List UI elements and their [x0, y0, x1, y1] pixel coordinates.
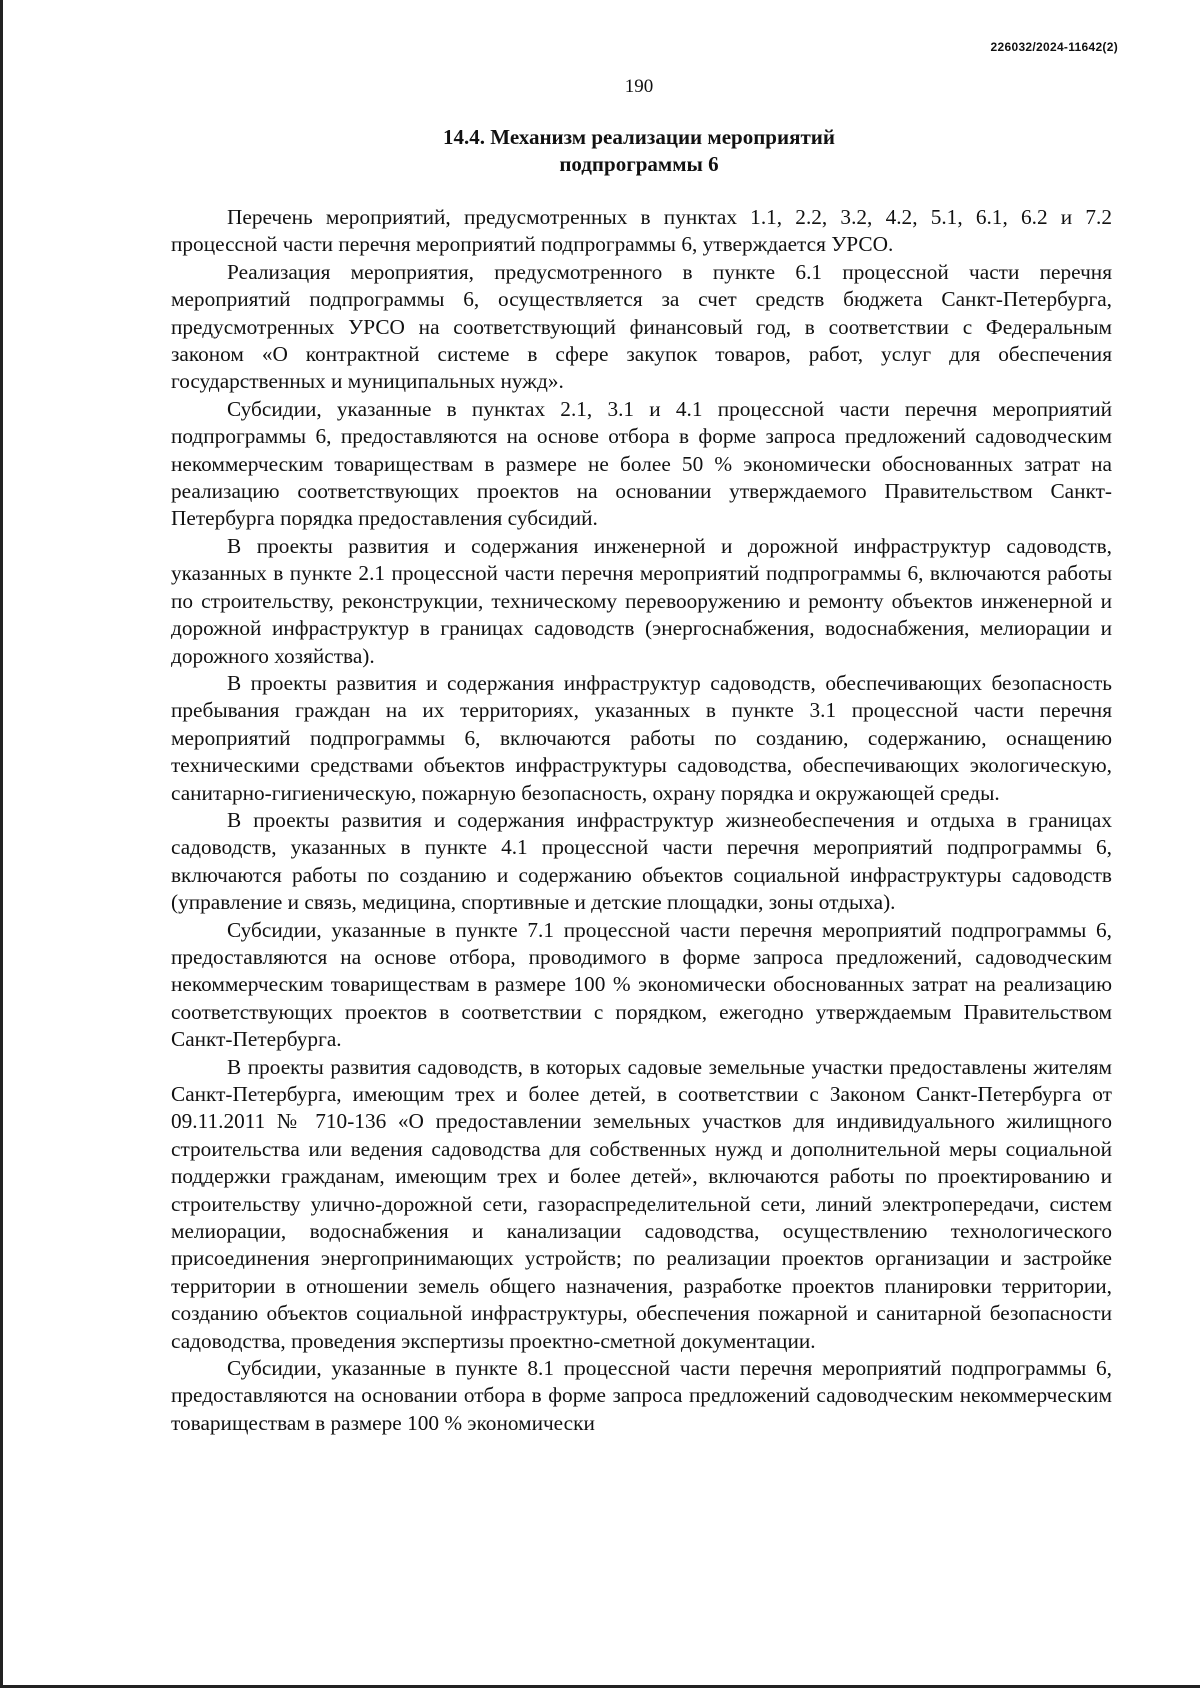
- paragraph: Перечень мероприятий, предусмотренных в пунктах 1.1, 2.2, 3.2, 4.2, 5.1, 6.1, 6.2 и 7.2 процессной части перечня мероприятий подпрограммы 6, утверждается УРСО.: [171, 205, 1112, 257]
- paragraph: В проекты развития и содержания инженерной и дорожной инфраструктур садоводств, указанных в пункте 2.1 процессной части перечня мероприятий подпрограммы 6, включаются работы по строительству, реконструкции, техническому перевооружению и ремонту объектов инженерной и дорожной инфраструктур в границах садоводств (энергоснабжения, водоснабжения, мелиорации и дорожного хозяйства).: [171, 533, 1112, 668]
- document-body: [171, 204, 1112, 1437]
- section-heading: [0, 124, 1200, 178]
- page-number: 190: [624, 76, 654, 97]
- paragraph: Субсидии, указанные в пункте 7.1 процессной части перечня мероприятий подпрограммы 6, предоставляются на основе отбора, проводимого в форме запроса предложений, садоводческим некоммерческим товариществам в размере 100 % экономически обоснованных затрат на реализацию соответствующих проектов в соответствии с порядком, ежегодно утверждаемым Правительством Санкт-Петербурга.: [171, 917, 1112, 1052]
- paragraph: Субсидии, указанные в пунктах 2.1, 3.1 и 4.1 процессной части перечня мероприятий подпрограммы 6, предоставляются на основе отбора в форме запроса предложений садоводческим некоммерческим товариществам в размере не более 50 % экономически обоснованных затрат на реализацию соответствующих проектов на основании утверждаемого Правительством Санкт-Петербурга порядка предоставления субсидий.: [171, 396, 1112, 531]
- section-heading-line-1: 14.4. Механизм реализации мероприятий: [443, 125, 835, 149]
- paragraph: Реализация мероприятия, предусмотренного в пункте 6.1 процессной части перечня мероприятий подпрограммы 6, осуществляется за счет средств бюджета Санкт-Петербурга, предусмотренных УРСО на соответствующий финансовый год, в соответствии с Федеральным законом «О контрактной системе в сфере закупок товаров, работ, услуг для обеспечения государственных и муниципальных нужд».: [171, 259, 1112, 394]
- paragraph: В проекты развития и содержания инфраструктур жизнеобеспечения и отдыха в границах садоводств, указанных в пункте 4.1 процессной части перечня мероприятий подпрограммы 6, включаются работы по созданию и содержанию объектов социальной инфраструктуры садоводств (управление и связь, медицина, спортивные и детские площадки, зоны отдыха).: [171, 807, 1112, 915]
- paragraph: В проекты развития и содержания инфраструктур садоводств, обеспечивающих безопасность пребывания граждан на их территориях, указанных в пункте 3.1 процессной части перечня мероприятий подпрограммы 6, включаются работы по созданию, содержанию, оснащению техническими средствами объектов инфраструктуры садоводства, обеспечивающих экологическую, санитарно-гигиеническую, пожарную безопасность, охрану порядка и окружающей среды.: [171, 670, 1112, 805]
- scan-edge-left: [0, 0, 3, 1688]
- document-id: 226032/2024-11642(2): [990, 40, 1118, 54]
- section-heading-line-2: подпрограммы 6: [559, 152, 719, 176]
- paragraph: В проекты развития садоводств, в которых садовые земельные участки предоставлены жителям Санкт-Петербурга, имеющим трех и более детей, в соответствии с Законом Санкт-Петербурга от 09.11.2011 № 710-136 «О предоставлении земельных участков для индивидуального жилищного строительства или ведения садоводства для собственных нужд и дополнительной меры социальной поддержки гражданам, имеющим трех и более детей», включаются работы по проектированию и строительству улично-дорожной сети, газораспределительной сети, линий электропередачи, систем мелиорации, водоснабжения и канализации садоводства, осуществлению технологического присоединения энергопринимающих устройств; по реализации проектов организации и застройке территории в отношении земель общего назначения, разработке проектов планировки территории, созданию объектов социальной инфраструктуры, обеспечения пожарной и санитарной безопасности садоводства, проведения экспертизы проектно-сметной документации.: [171, 1054, 1112, 1353]
- paragraph: Субсидии, указанные в пункте 8.1 процессной части перечня мероприятий подпрограммы 6, предоставляются на основании отбора в форме запроса предложений садоводческим некоммерческим товариществам в размере 100 % экономически: [171, 1356, 1112, 1435]
